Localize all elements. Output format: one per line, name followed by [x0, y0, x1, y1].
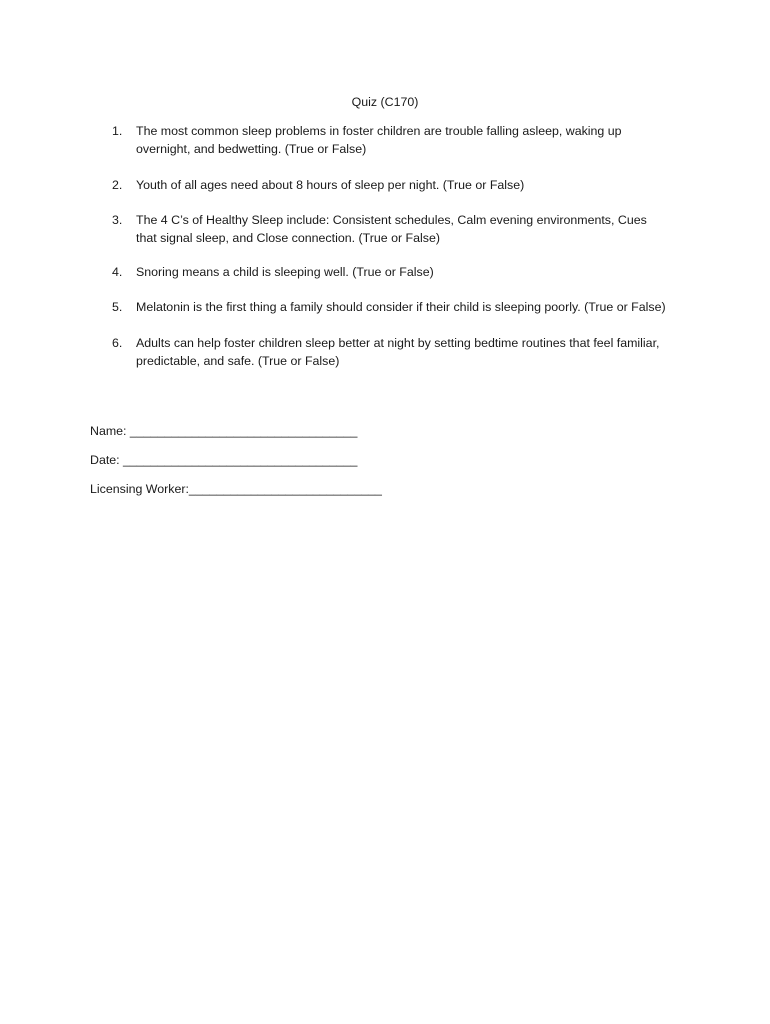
- date-field: Date: __________________________________: [90, 453, 358, 467]
- quiz-title: Quiz (C170): [351, 95, 419, 109]
- question-text: Adults can help foster children sleep better at night by setting bedtime routines that feel familiar, predictable, and safe. (True or False): [136, 336, 660, 368]
- question-list: [112, 122, 667, 370]
- question-number: 2.: [112, 178, 123, 192]
- question-text: The 4 C’s of Healthy Sleep include: Consistent schedules, Calm evening environments, Cues that signal sleep, and Close connection. (True or False): [136, 213, 647, 245]
- question-number: 3.: [112, 213, 123, 227]
- question-number: 4.: [112, 265, 123, 279]
- question-text: Youth of all ages need about 8 hours of sleep per night. (True or False): [136, 178, 525, 192]
- question-item: [112, 334, 667, 370]
- question-text: The most common sleep problems in foster children are trouble falling asleep, waking up overnight, and bedwetting. (True or False): [136, 124, 622, 156]
- question-text: Melatonin is the first thing a family should consider if their child is sleeping poorly. (True or False): [136, 300, 666, 314]
- question-item: [112, 176, 667, 194]
- question-text: Snoring means a child is sleeping well. (True or False): [136, 265, 434, 279]
- question-item: [112, 298, 667, 316]
- question-number: 5.: [112, 300, 123, 314]
- question-number: 6.: [112, 336, 123, 350]
- signature-fields: [90, 422, 490, 509]
- question-item: [112, 122, 667, 158]
- question-number: 1.: [112, 124, 123, 138]
- licensing-worker-field: Licensing Worker:____________________________: [90, 482, 382, 496]
- question-item: [112, 263, 667, 281]
- question-item: [112, 211, 667, 247]
- name-field: Name: _________________________________: [90, 424, 358, 438]
